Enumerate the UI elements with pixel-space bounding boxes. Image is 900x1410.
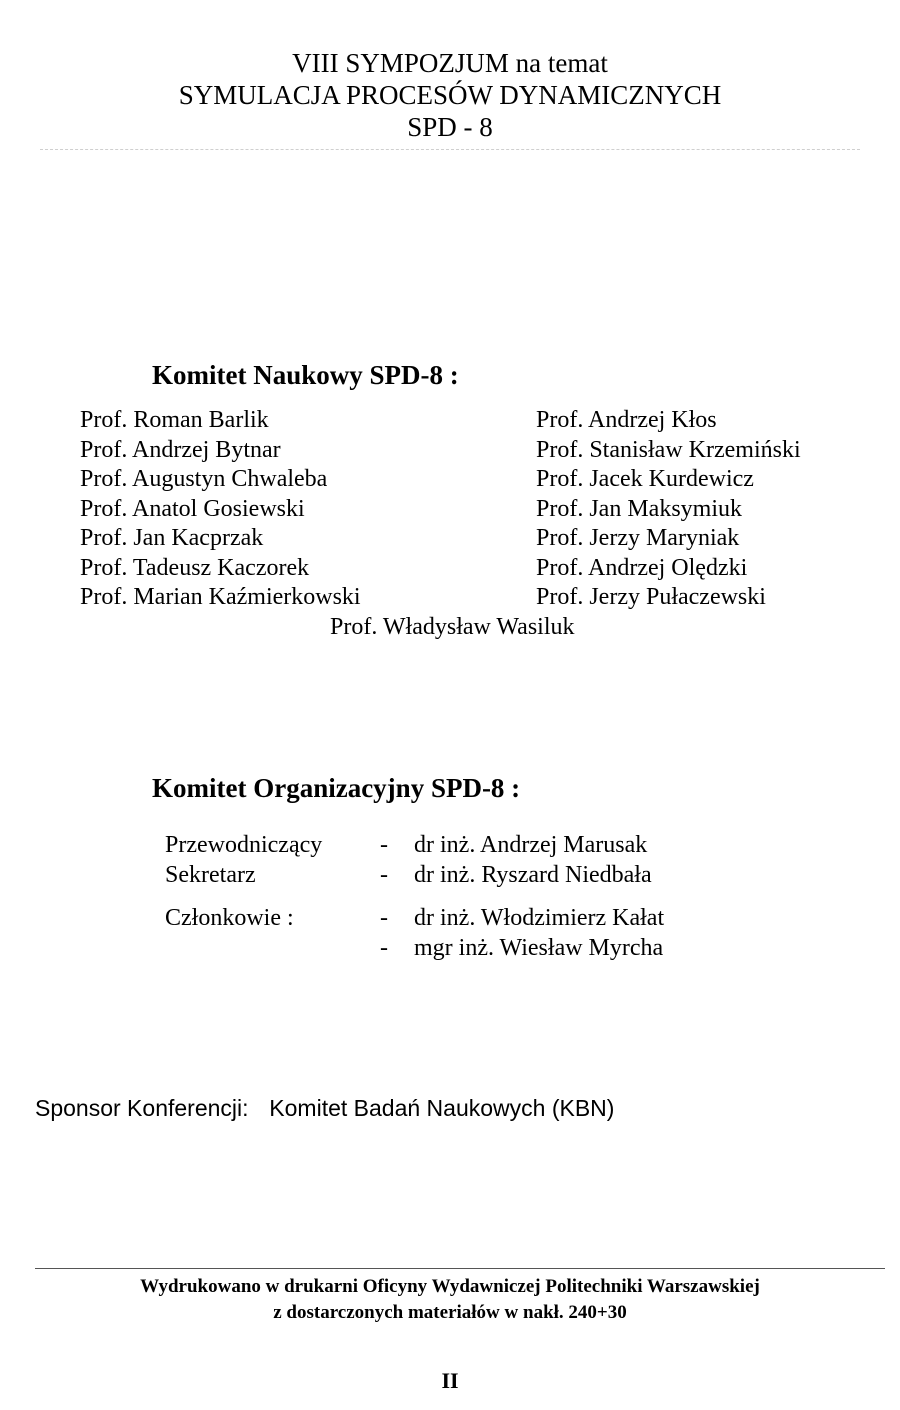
page-number: II [441,1368,459,1393]
committee-member-centered: Prof. Władysław Wasiluk [330,614,575,640]
committee-member: Prof. Andrzej Kłos [536,407,717,433]
org-member-name: dr inż. Andrzej Marusak [414,832,648,858]
org-member-name: dr inż. Ryszard Niedbała [414,862,652,888]
sponsor-label: Sponsor Konferencji: [35,1095,249,1121]
organizing-committee-heading: Komitet Organizacyjny SPD-8 : [152,773,521,803]
org-role: Przewodniczący [165,832,323,858]
title-line-1: VIII SYMPOZJUM na temat [292,48,608,78]
committee-member: Prof. Marian Kaźmierkowski [80,584,361,610]
committee-member: Prof. Jan Kacprzak [80,525,264,551]
org-role: Sekretarz [165,862,256,888]
org-member-name: dr inż. Włodzimierz Kałat [414,905,665,931]
footer-divider [35,1268,885,1269]
org-dash: - [380,862,388,888]
sponsor-line [35,1095,614,1122]
committee-member: Prof. Jerzy Maryniak [536,525,740,551]
title-line-2: SYMULACJA PROCESÓW DYNAMICZNYCH [178,80,722,110]
committee-member: Prof. Tadeusz Kaczorek [80,554,310,581]
committee-member: Prof. Anatol Gosiewski [80,495,305,522]
org-dash: - [380,935,388,961]
org-member-name: mgr inż. Wiesław Myrcha [414,935,664,961]
committee-member: Prof. Jacek Kurdewicz [536,466,754,492]
committee-member: Prof. Jerzy Pułaczewski [536,584,766,610]
imprint-line-2: z dostarczonych materiałów w nakł. 240+30 [273,1302,627,1323]
org-dash: - [380,832,388,858]
committee-member: Prof. Jan Maksymiuk [536,495,742,522]
committee-member: Prof. Andrzej Olędzki [536,554,748,581]
imprint-line-1: Wydrukowano w drukarni Oficyny Wydawniczej Politechniki Warszawskiej [140,1276,760,1297]
sponsor-value: Komitet Badań Naukowych (KBN) [269,1095,615,1121]
scientific-committee-left-column [80,406,361,613]
scientific-committee-heading: Komitet Naukowy SPD-8 : [152,360,459,390]
committee-member: Prof. Andrzej Bytnar [80,436,281,463]
committee-member: Prof. Roman Barlik [80,407,269,433]
title-line-3: SPD - 8 [407,112,493,142]
header-divider [40,149,860,150]
scientific-committee-right-column [536,406,801,613]
committee-member: Prof. Stanisław Krzemiński [536,436,801,463]
committee-member: Prof. Augustyn Chwaleba [80,466,328,492]
org-role: Członkowie : [165,905,294,931]
org-dash: - [380,905,388,931]
